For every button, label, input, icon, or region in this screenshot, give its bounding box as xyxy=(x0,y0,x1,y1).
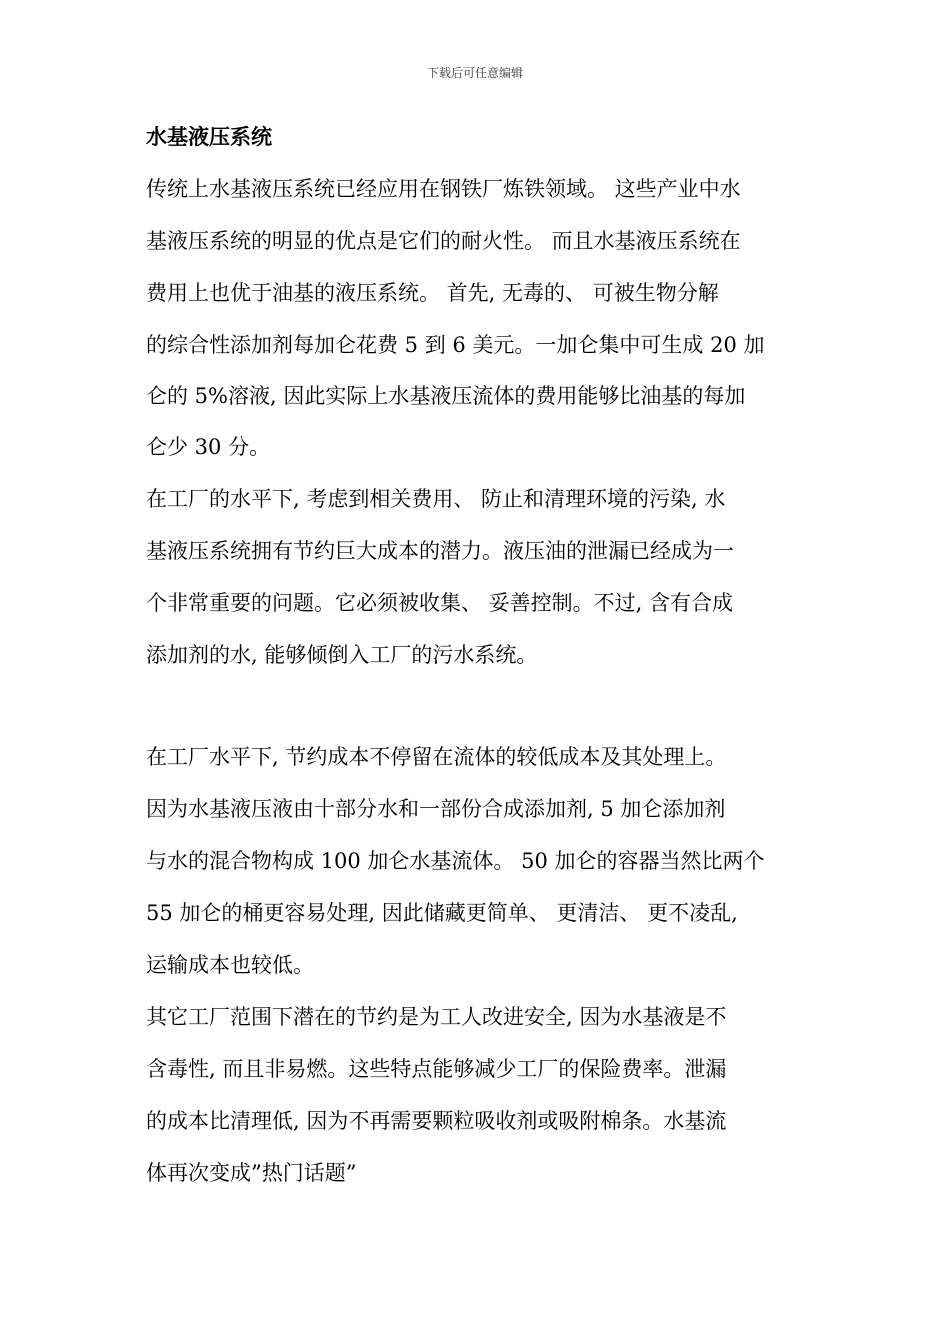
page-header: 下载后可任意编辑 xyxy=(426,66,523,80)
paragraph-line: 在工厂水平下, 节约成本不停留在流体的较低成本及其处理上。 xyxy=(146,745,727,769)
paragraph-line: 的成本比清理低, 因为不再需要颗粒吸收剂或吸附棉条。水基流 xyxy=(146,1109,727,1133)
paragraph-line: 在工厂的水平下, 考虑到相关费用、 防止和清理环境的污染, 水 xyxy=(146,487,726,511)
paragraph-line: 基液压系统的明显的优点是它们的耐火性。 而且水基液压系统在 xyxy=(146,229,741,253)
paragraph-line: 仑的 5%溶液, 因此实际上水基液压流体的费用能够比油基的每加 xyxy=(146,384,746,408)
paragraph-line: 的综合性添加剂每加仑花费 5 到 6 美元。一加仑集中可生成 20 加 xyxy=(146,333,765,357)
paragraph-line: 基液压系统拥有节约巨大成本的潜力。液压油的泄漏已经成为一 xyxy=(146,539,734,563)
paragraph-line: 个非常重要的问题。它必须被收集、 妥善控制。不过, 含有合成 xyxy=(146,591,734,615)
paragraph-line: 因为水基液压液由十部分水和一部份合成添加剂, 5 加仑添加剂 xyxy=(146,797,726,821)
paragraph-line: 仑少 30 分。 xyxy=(146,435,271,459)
paragraph-line: 其它工厂范围下潜在的节约是为工人改进安全, 因为水基液是不 xyxy=(146,1005,727,1029)
paragraph-line: 含毒性, 而且非易燃。这些特点能够减少工厂的保险费率。泄漏 xyxy=(146,1057,727,1081)
paragraph-line: 与水的混合物构成 100 加仑水基流体。 50 加仑的容器当然比两个 xyxy=(146,849,765,873)
paragraph-line: 费用上也优于油基的液压系统。 首先, 无毒的、 可被生物分解 xyxy=(146,281,719,305)
paragraph-line: 55 加仑的桶更容易处理, 因此储藏更简单、 更清洁、 更不凌乱, xyxy=(146,901,738,925)
paragraph-line: 传统上水基液压系统已经应用在钢铁厂炼铁领域。 这些产业中水 xyxy=(146,177,741,201)
paragraph-line: 运输成本也较低。 xyxy=(146,953,314,977)
document-title: 水基液压系统 xyxy=(146,125,272,149)
paragraph-line: 体再次变成”热门话题” xyxy=(146,1161,357,1185)
paragraph-line: 添加剂的水, 能够倾倒入工厂的污水系统。 xyxy=(146,643,538,667)
